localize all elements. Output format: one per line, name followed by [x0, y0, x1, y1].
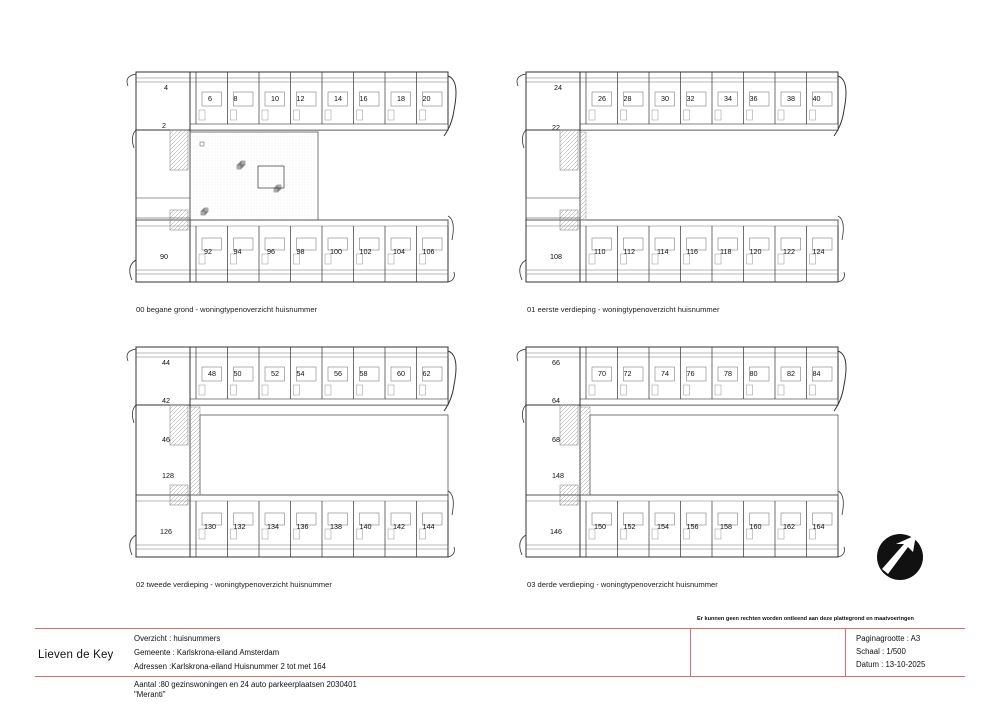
unit-number: 134: [267, 522, 279, 531]
unit-number: 80: [749, 369, 758, 378]
unit-number: 156: [686, 522, 699, 531]
unit-number: 40: [812, 94, 821, 103]
unit-number: 32: [686, 94, 695, 103]
floorplan-0: [127, 72, 456, 282]
unit-number: 2: [162, 121, 166, 130]
unit-number: 160: [749, 522, 762, 531]
unit-number: 164: [812, 522, 825, 531]
unit-number: 22: [552, 123, 560, 132]
floorplan-2: [127, 347, 456, 557]
unit-number: 46: [162, 435, 170, 444]
unit-number: 112: [623, 247, 635, 256]
unit-number: 4: [164, 83, 168, 92]
unit-number: 104: [393, 247, 405, 256]
unit-number: 78: [724, 369, 732, 378]
unit-number: 152: [623, 522, 636, 531]
unit-number: 12: [296, 94, 305, 103]
info-aantal: Aantal :80 gezinswoningen en 24 auto parkeerplaatsen 2030401: [134, 680, 357, 689]
unit-number: 20: [422, 94, 431, 103]
info-project: "Meranti": [134, 690, 166, 699]
info-overzicht: Overzicht : huisnummers: [134, 634, 221, 643]
floorplan-1: [517, 72, 846, 282]
unit-number: 24: [554, 83, 562, 92]
unit-number: 48: [208, 369, 216, 378]
unit-number: 18: [397, 94, 405, 103]
unit-number: 126: [160, 527, 172, 536]
unit-number: 140: [359, 522, 372, 531]
unit-number: 82: [787, 369, 795, 378]
unit-number: 60: [397, 369, 405, 378]
unit-number: 44: [162, 358, 170, 367]
unit-number: 98: [296, 247, 305, 256]
unit-number: 62: [422, 369, 431, 378]
unit-number: 116: [686, 247, 698, 256]
info-adressen: Adressen :Karlskrona-eiland Huisnummer 2 tot met 164: [134, 662, 326, 671]
unit-number: 92: [204, 247, 212, 256]
meta-datum: Datum : 13-10-2025: [856, 660, 926, 669]
unit-number: 74: [661, 369, 669, 378]
title-block-top-rule: [35, 628, 965, 629]
disclaimer-text: Er kunnen geen rechten worden ontleend aan deze plattegrond en maatvoeringen: [697, 616, 914, 622]
unit-number: 50: [233, 369, 242, 378]
unit-number: 124: [812, 247, 825, 256]
unit-number: 26: [598, 94, 606, 103]
unit-number: 84: [812, 369, 821, 378]
unit-number: 70: [598, 369, 606, 378]
unit-number: 154: [657, 522, 669, 531]
unit-number: 146: [550, 527, 562, 536]
unit-number: 114: [657, 247, 669, 256]
title-block-divider-2: [845, 628, 846, 676]
unit-number: 6: [208, 94, 212, 103]
unit-number: 94: [233, 247, 242, 256]
unit-number: 100: [330, 247, 342, 256]
unit-number: 110: [594, 247, 606, 256]
unit-number: 142: [393, 522, 405, 531]
unit-number: 66: [552, 358, 560, 367]
unit-number: 52: [271, 369, 279, 378]
floor-caption-2: 02 tweede verdieping - woningtypenoverzicht huisnummer: [136, 580, 332, 589]
info-gemeente: Gemeente : Karlskrona-eiland Amsterdam: [134, 648, 280, 657]
unit-number: 38: [787, 94, 795, 103]
unit-number: 144: [422, 522, 435, 531]
unit-number: 76: [686, 369, 695, 378]
unit-number: 54: [296, 369, 305, 378]
unit-number: 8: [233, 94, 238, 103]
unit-number: 108: [550, 252, 562, 261]
unit-number: 72: [623, 369, 632, 378]
unit-number: 90: [160, 252, 168, 261]
unit-number: 58: [359, 369, 368, 378]
meta-schaal: Schaal : 1/500: [856, 647, 906, 656]
floorplan-3: [517, 347, 846, 557]
unit-number: 16: [359, 94, 368, 103]
floorplans-group: [127, 72, 846, 557]
unit-number: 130: [204, 522, 216, 531]
unit-number: 68: [552, 435, 560, 444]
title-block-divider-1: [690, 628, 691, 676]
north-arrow-icon: [877, 534, 923, 580]
unit-number: 34: [724, 94, 732, 103]
unit-number: 132: [233, 522, 246, 531]
unit-number: 56: [334, 369, 342, 378]
meta-paginagrootte: Paginagrootte : A3: [856, 634, 921, 643]
unit-number: 136: [296, 522, 309, 531]
unit-number: 118: [720, 247, 732, 256]
unit-number: 122: [783, 247, 795, 256]
unit-number: 162: [783, 522, 795, 531]
unit-number: 96: [267, 247, 275, 256]
unit-number: 30: [661, 94, 669, 103]
unit-number: 14: [334, 94, 342, 103]
unit-number: 42: [162, 396, 170, 405]
unit-number: 128: [162, 471, 174, 480]
unit-number: 158: [720, 522, 732, 531]
unit-number: 150: [594, 522, 606, 531]
unit-number: 106: [422, 247, 435, 256]
unit-number: 102: [359, 247, 372, 256]
title-block-bottom-rule: [35, 676, 965, 677]
unit-number: 120: [749, 247, 762, 256]
floor-caption-3: 03 derde verdieping - woningtypenoverzicht huisnummer: [527, 580, 718, 589]
unit-number: 148: [552, 471, 564, 480]
floor-caption-1: 01 eerste verdieping - woningtypenoverzicht huisnummer: [527, 305, 720, 314]
lieven-de-key-logo: Lieven de Key: [38, 649, 114, 661]
unit-number: 138: [330, 522, 342, 531]
unit-number: 28: [623, 94, 632, 103]
unit-number: 36: [749, 94, 758, 103]
floor-caption-0: 00 begane grond - woningtypenoverzicht huisnummer: [136, 305, 318, 314]
unit-number: 64: [552, 396, 560, 405]
unit-number: 10: [271, 94, 279, 103]
